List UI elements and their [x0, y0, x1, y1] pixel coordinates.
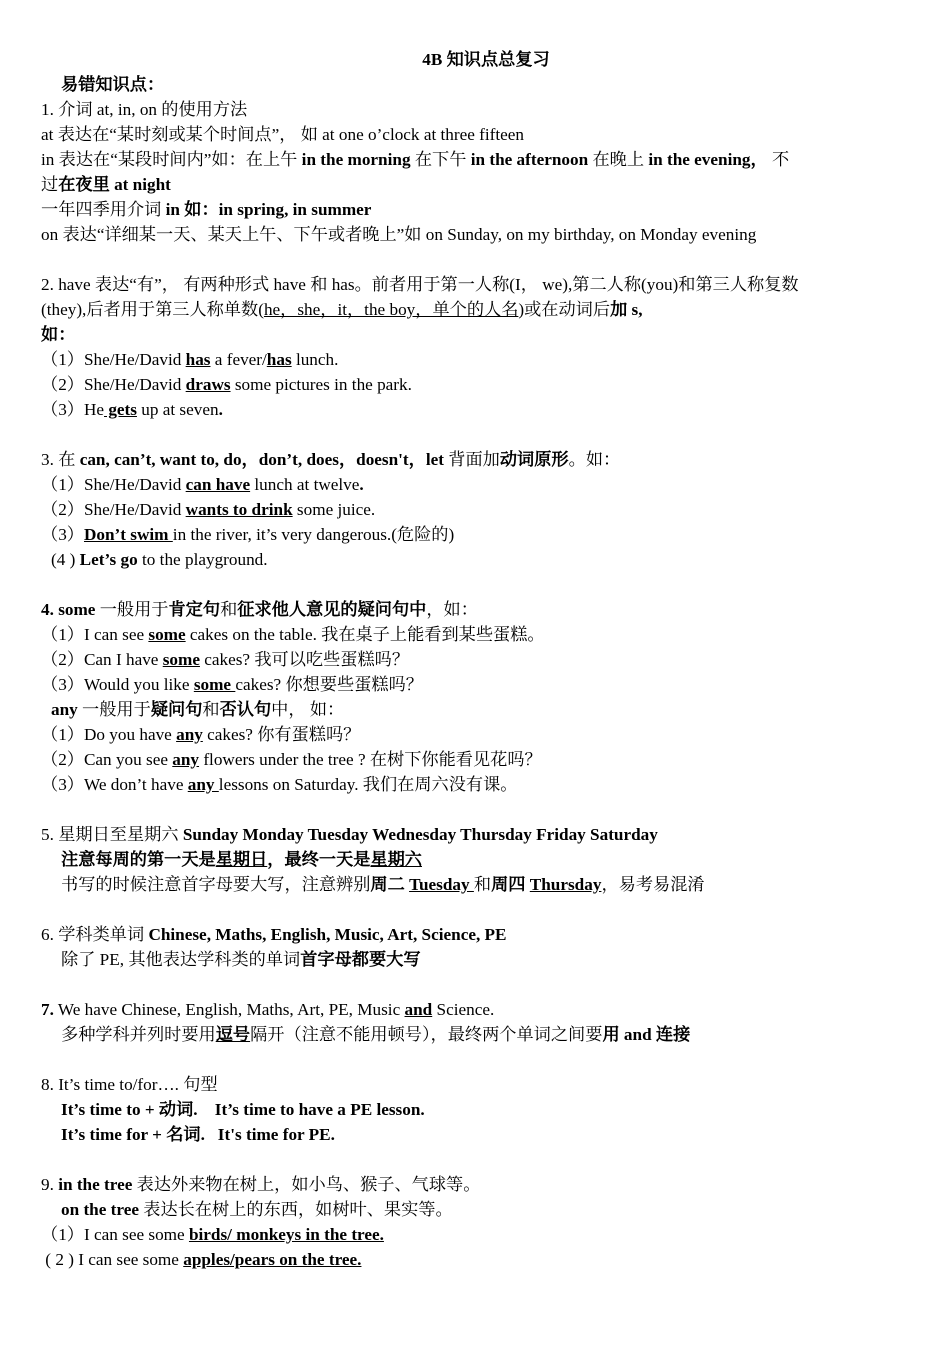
s3-example-2: （2）She/He/David wants to drink some juice.: [41, 500, 376, 519]
s4-example-2: （2）Can I have some cakes? 我可以吃些蛋糕吗？: [41, 650, 410, 669]
s8-pattern-for: It’s time for + 名词. It's time for PE.: [61, 1125, 335, 1144]
s9-on-tree-rule: on the tree 表达长在树上的东西，如树叶、果实等。: [61, 1200, 453, 1219]
s4-example-5: （2）Can you see any flowers under the tree ? 在树下你能看见花吗？: [41, 750, 542, 769]
s4-example-1: （1）I can see some cakes on the table. 我在桌子上能看到某些蛋糕。: [41, 625, 545, 644]
s3-example-1: （1）She/He/David can have lunch at twelve.: [41, 475, 364, 494]
s9-heading: 9. in the tree 表达外来物在树上，如小鸟、猴子、气球等。: [41, 1175, 481, 1194]
s4-example-4: （1）Do you have any cakes? 你有蛋糕吗？: [41, 725, 361, 744]
s4-example-6: （3）We don’t have any lessons on Saturday. 我们在周六没有课。: [41, 775, 518, 794]
s2-example-2: （2）She/He/David draws some pictures in the park.: [41, 375, 412, 394]
s6-note: 除了 PE, 其他表达学科类的单词首字母都要大写: [61, 950, 421, 969]
s9-example-1: （1）I can see some birds/ monkeys in the tree.: [41, 1225, 384, 1244]
s1-in-rule-cont: 过在夜里 at night: [41, 175, 171, 194]
s6-heading: 6. 学科类单词 Chinese, Maths, English, Music, Art, Science, PE: [41, 925, 507, 944]
section-heading: 易错知识点：: [61, 75, 165, 94]
s2-heading-cont: (they),后者用于第三人称单数(he，she，it，the boy，单个的人名)或在动词后加 s,: [41, 300, 643, 319]
s1-at-rule: at 表达在“某时刻或某个时间点”， 如 at one o’clock at three fifteen: [41, 125, 525, 144]
s3-heading: 3. 在 can, can’t, want to, do，don’t, does，doesn't，let 背面加动词原形。如：: [41, 450, 621, 469]
s2-example-1: （1）She/He/David has a fever/has lunch.: [41, 350, 339, 369]
s1-heading: 1. 介词 at, in, on 的使用方法: [41, 100, 248, 119]
s9-example-2: ( 2 ) I can see some apples/pears on the tree.: [41, 1250, 362, 1269]
s8-pattern-to: It’s time to + 动词. It’s time to have a PE lesson.: [61, 1100, 425, 1119]
s8-heading: 8. It’s time to/for…. 句型: [41, 1075, 218, 1094]
s4-heading: 4. some 一般用于肯定句和征求他人意见的疑问句中，如：: [41, 600, 478, 619]
s4-any-heading: any 一般用于疑问句和否认句中， 如：: [51, 700, 345, 719]
s1-in-rule: in 表达在“某段时间内”如：在上午 in the morning 在下午 in the afternoon 在晚上 in the evening， 不: [41, 150, 790, 169]
s5-note: 注意每周的第一天是星期日，最终一天是星期六: [61, 850, 422, 869]
s3-example-4: (4 ) Let’s go to the playground.: [51, 550, 268, 569]
s3-example-3: （3）Don’t swim in the river, it’s very dangerous.(危险的): [41, 525, 455, 544]
s1-on-rule: on 表达“详细某一天、某天上午、下午或者晚上”如 on Sunday, on my birthday, on Monday evening: [41, 225, 757, 244]
s5-writing-note: 书写的时候注意首字母要大写，注意辨别周二 Tuesday 和周四 Thursday，易考易混淆: [61, 875, 705, 894]
document-page: [41, 47, 911, 1272]
s2-heading: 2. have 表达“有”， 有两种形式 have 和 has。前者用于第一人称(I， we),第二人称(you)和第三人称复数: [41, 275, 799, 294]
page-title: 4B 知识点总复习: [422, 50, 550, 69]
s5-heading: 5. 星期日至星期六 Sunday Monday Tuesday Wednesday Thursday Friday Saturday: [41, 825, 658, 844]
s2-example-3: （3）He gets up at seven.: [41, 400, 223, 419]
s7-note: 多种学科并列时要用逗号隔开（注意不能用顿号），最终两个单词之间要用 and 连接: [61, 1025, 691, 1044]
s2-example-label: 如：: [41, 325, 76, 344]
s7-heading: 7. We have Chinese, English, Maths, Art, PE, Music and Science.: [41, 1000, 495, 1019]
s1-season-rule: 一年四季用介词 in 如：in spring, in summer: [41, 200, 372, 219]
s4-example-3: （3）Would you like some cakes? 你想要些蛋糕吗？: [41, 675, 423, 694]
